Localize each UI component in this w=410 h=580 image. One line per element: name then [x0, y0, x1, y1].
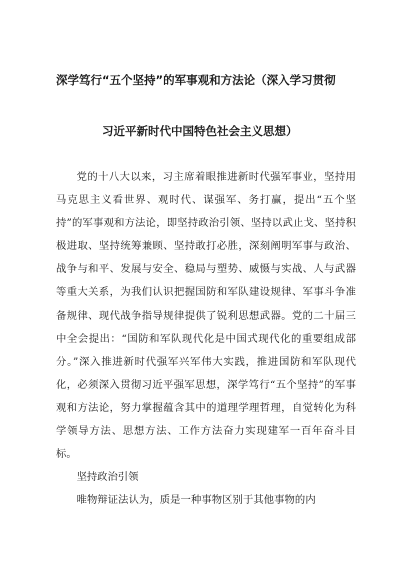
- section-heading: 坚持政治引领: [76, 471, 139, 484]
- document-title-line-1: 深学笃行“五个坚持”的军事观和方法论（深入学习贯彻: [56, 73, 336, 87]
- section-paragraph: 唯物辩证法认为，质是一种事物区别于其他事物的内: [76, 494, 316, 507]
- document-title-line-2: 习近平新时代中国特色社会主义思想）: [102, 124, 298, 138]
- document-body: [56, 166, 356, 512]
- body-paragraph: 党的十八大以来，习主席着眼推进新时代强军事业，坚持用马克思主义看世界、观时代、谋强军、务打赢，提出“五个坚持”的军事观和方法论，即坚持政治引领、坚持以武止戈、坚持积极进取、坚持统筹兼顾、坚持敢打必胜，深刻阐明军事与政治、战争与和平、发展与安全、稳局与塑势、威慑与实战、人与武器等重大关系，为我们认识把握国防和军队建设规律、军事斗争准备规律、现代战争指导规律提供了锐利思想武器。党的二十届三中全会提出：“国防和军队现代化是中国式现代化的重要组成部分。”深入推进新时代强军兴军伟大实践，推进国防和军队现代化，必须深入贯彻习近平强军思想，深学笃行“五个坚持”的军事观和方法论，努力掌握蕴含其中的道理学理哲理，自觉转化为科学领导方法、思想方法、工作方法奋力实现建军一百年奋斗目标。: [56, 171, 356, 461]
